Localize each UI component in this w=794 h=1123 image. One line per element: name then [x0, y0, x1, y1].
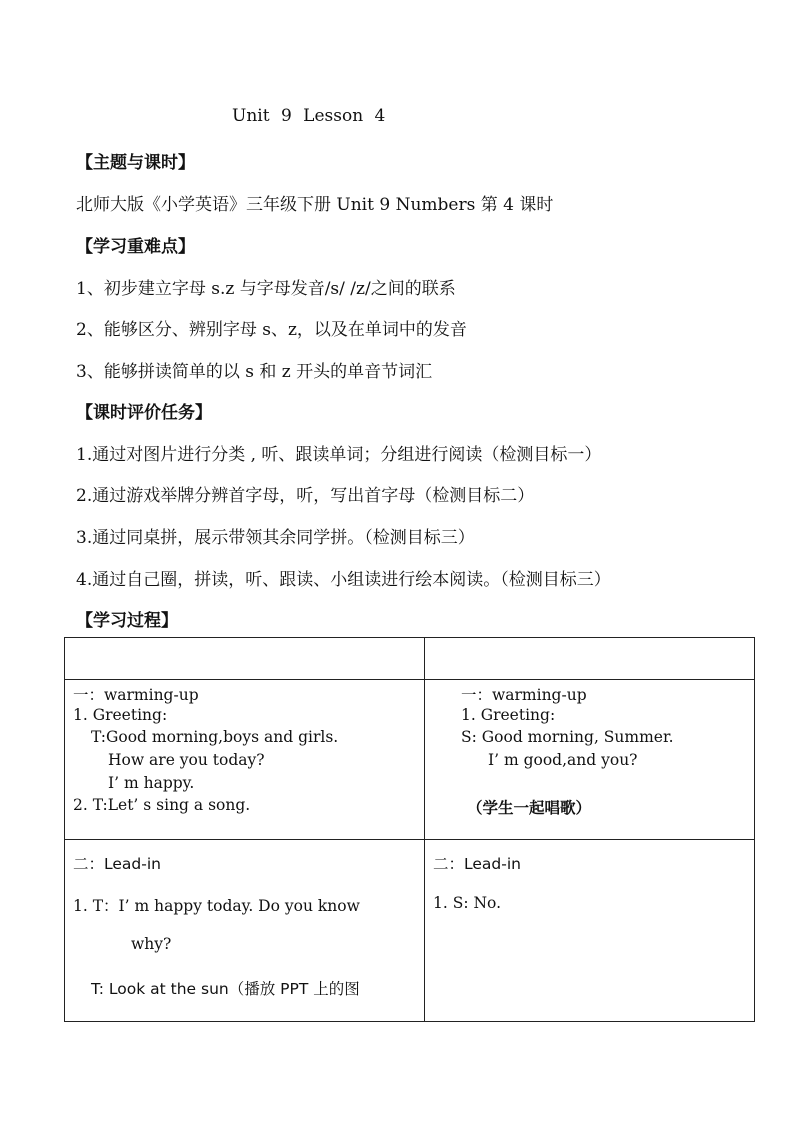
- cell-line: 一：warming-up: [73, 686, 199, 704]
- table-cell-student: [425, 680, 755, 840]
- process-table: [64, 637, 755, 1022]
- assessment-heading: 【课时评价任务】: [76, 403, 212, 423]
- cell-line: I’ m happy.: [108, 774, 195, 792]
- assessment-item: 2.通过游戏举牌分辨首字母，听，写出首字母（检测目标二）: [76, 486, 535, 506]
- assessment-item: 4.通过自己圈，拼读，听、跟读、小组读进行绘本阅读。（检测目标三）: [76, 570, 611, 590]
- topic-heading: 【主题与课时】: [76, 153, 195, 173]
- cell-line: How are you today?: [108, 751, 265, 769]
- cell-line: 2. T:Let’ s sing a song.: [73, 796, 251, 814]
- cell-line: I’ m good,and you?: [488, 751, 638, 769]
- topic-text: 北师大版《小学英语》三年级下册 Unit 9 Numbers 第 4 课时: [76, 195, 554, 215]
- table-row: [65, 840, 755, 1022]
- process-heading: 【学习过程】: [76, 611, 178, 631]
- key-points-heading: 【学习重难点】: [76, 237, 195, 257]
- table-header-row: [65, 638, 755, 680]
- key-point-item: 3、能够拼读简单的以 s 和 z 开头的单音节词汇: [76, 362, 433, 382]
- key-point-item: 2、能够区分、辨别字母 s、z，以及在单词中的发音: [76, 320, 467, 340]
- table-cell-teacher: [65, 840, 425, 1022]
- table-cell-empty: [65, 638, 425, 680]
- cell-line: 1. Greeting:: [73, 706, 168, 724]
- assessment-item: 3.通过同桌拼，展示带领其余同学拼。（检测目标三）: [76, 528, 475, 548]
- cell-line: 1. T：I’ m happy today. Do you know: [73, 897, 360, 915]
- cell-line: 1. Greeting:: [461, 706, 556, 724]
- key-point-item: 1、初步建立字母 s.z 与字母发音/s/ /z/之间的联系: [76, 279, 456, 299]
- cell-line: 二：Lead-in: [433, 855, 521, 873]
- table-cell-student: [425, 840, 755, 1022]
- cell-line: 二：Lead-in: [73, 855, 161, 873]
- cell-line: S: Good morning, Summer.: [461, 728, 674, 746]
- cell-line: T: Look at the sun（播放 PPT 上的图: [91, 980, 360, 998]
- cell-line: 一：warming-up: [461, 686, 587, 704]
- cell-line: （学生一起唱歌）: [467, 799, 592, 817]
- table-cell-empty: [425, 638, 755, 680]
- table-row: [65, 680, 755, 840]
- document-title: Unit 9 Lesson 4: [232, 106, 386, 126]
- cell-line: why?: [131, 935, 172, 953]
- cell-line: 1. S: No.: [433, 894, 502, 912]
- table-cell-teacher: [65, 680, 425, 840]
- assessment-item: 1.通过对图片进行分类 , 听、跟读单词；分组进行阅读（检测目标一）: [76, 445, 602, 465]
- cell-line: T:Good morning,boys and girls.: [91, 728, 339, 746]
